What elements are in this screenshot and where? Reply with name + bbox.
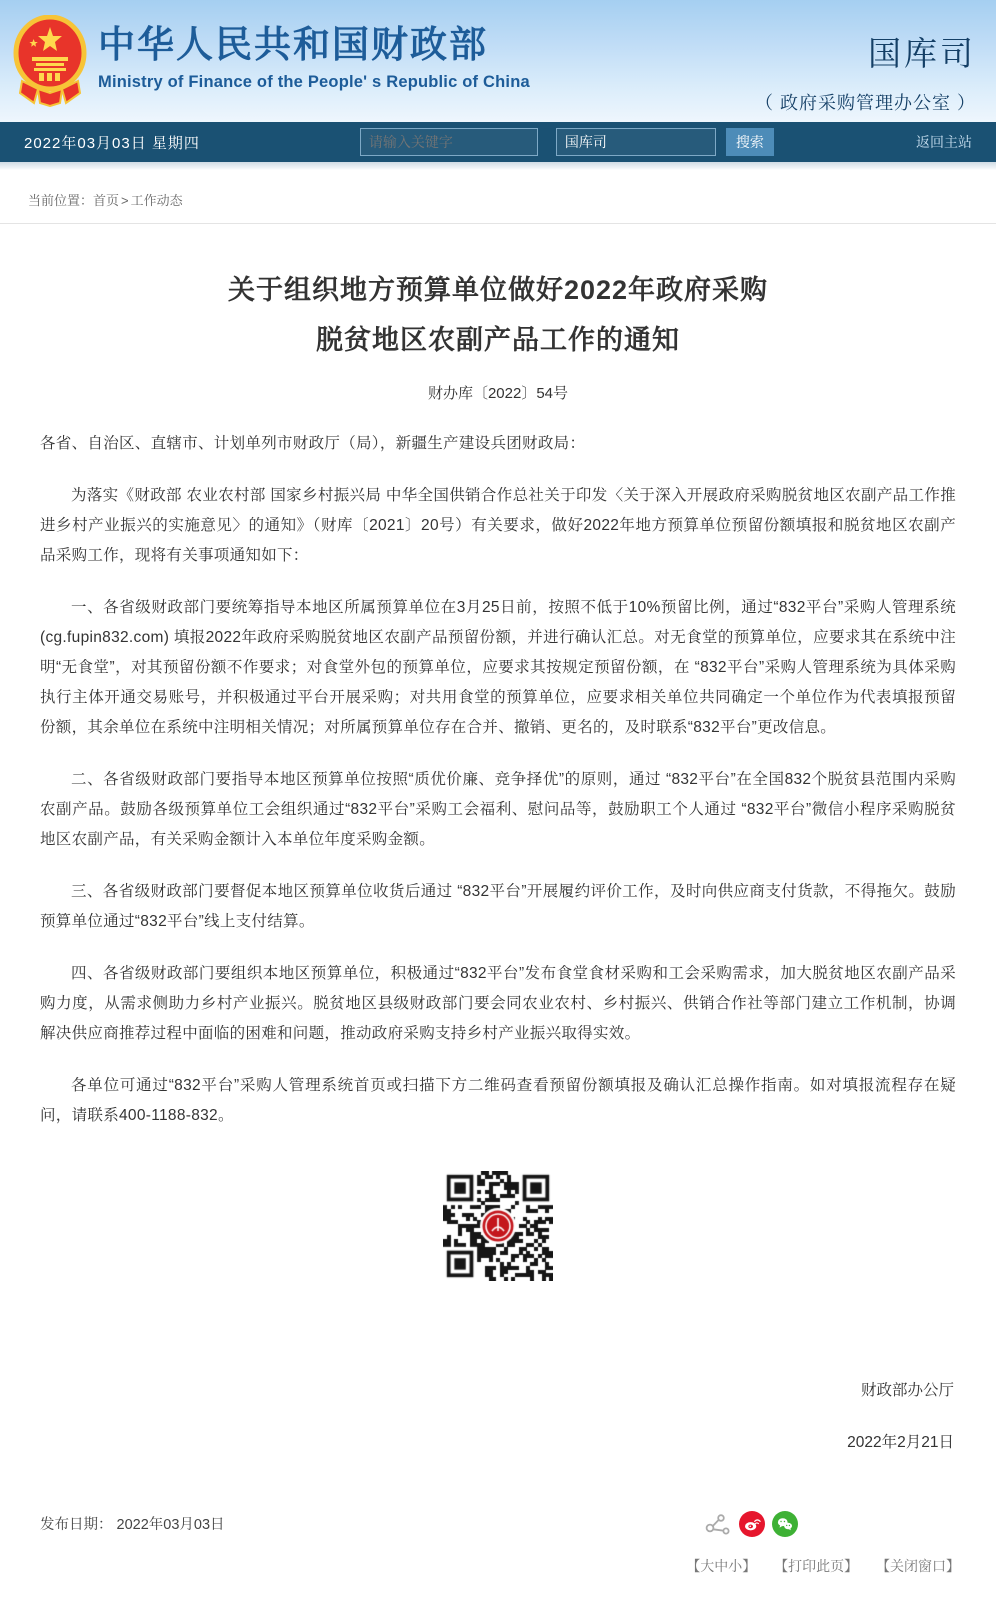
- current-date: 2022年03月03日 星期四: [24, 134, 200, 152]
- document-title-line1: 关于组织地方预算单位做好2022年政府采购: [227, 275, 769, 305]
- breadcrumb: [0, 170, 996, 224]
- site-title-en: Ministry of Finance of the People' s Republic of China: [98, 72, 530, 91]
- back-to-main-site-link[interactable]: 返回主站: [916, 134, 972, 150]
- salutation-paragraph: 各省、自治区、直辖市、计划单列市财政厅（局），新疆生产建设兵团财政局：: [40, 434, 586, 452]
- document-title-line2: 脱贫地区农副产品工作的通知: [316, 324, 680, 355]
- national-emblem-icon: [12, 15, 88, 107]
- navbar: [0, 122, 996, 162]
- item-3-paragraph: 三、各省级财政部门要督促本地区预算单位收货后通过 “832平台”开展履约评价工作，及时向供应商支付货款，不得拖欠。鼓励预算单位通过“832平台”线上支付结算。: [40, 882, 956, 930]
- breadcrumb-label: 当前位置：: [28, 193, 94, 208]
- search-input[interactable]: [360, 128, 538, 156]
- breadcrumb-separator: >: [121, 193, 129, 208]
- document-number: 财办库〔2022〕54号: [427, 384, 569, 402]
- item-2-paragraph: 二、各省级财政部门要指导本地区预算单位按照“质优价廉、竞争择优”的原则，通过 “832平台”在全国832个脱贫县范围内采购农副产品。鼓励各级预算单位工会组织通过“832平台”采购工会福利、慰问品等，鼓励职工个人通过 “832平台”微信小程序采购脱贫地区农副产品，有关采购金额计入本单位年度采购金额。: [40, 770, 956, 848]
- search-button[interactable]: 搜索: [726, 128, 774, 156]
- closing-paragraph: 各单位可通过“832平台”采购人管理系统首页或扫描下方二维码查看预留份额填报及确认汇总操作指南。如对填报流程存在疑问，请联系400-1188-832。: [40, 1076, 956, 1124]
- weibo-icon[interactable]: [739, 1511, 765, 1537]
- print-page-action[interactable]: 【打印此页】: [774, 1557, 859, 1574]
- document-area: [0, 266, 996, 1452]
- intro-paragraph: 为落实《财政部 农业农村部 国家乡村振兴局 中华全国供销合作总社关于印发〈关于深入开展政府采购脱贫地区农副产品工作推进乡村产业振兴的实施意见〉的通知》（财库〔2021〕20号）有关要求，做好2022年地方预算单位预留份额填报和脱贫地区农副产品采购工作，现将有关事项通知如下：: [40, 486, 956, 564]
- site-title: 中华人民共和国财政部: [98, 24, 488, 65]
- breadcrumb-home-link[interactable]: 首页: [93, 193, 120, 208]
- department-subtitle: （ 政府采购管理办公室 ）: [754, 93, 976, 113]
- document-body: [40, 429, 956, 1131]
- signoff: [40, 1378, 956, 1452]
- publish-date-label: 发布日期：: [40, 1517, 113, 1534]
- search-scope-input[interactable]: [556, 128, 716, 156]
- department-name: 国库司: [868, 35, 976, 72]
- item-1-paragraph: 一、各省级财政部门要统筹指导本地区所属预算单位在3月25日前，按照不低于10%预留比例，通过“832平台”采购人管理系统(cg.fupin832.com) 填报2022年政府采购脱贫地区农副产品预留份额，并进行确认汇总。对无食堂的预算单位，应要求其在系统中注明“无食堂”，对其预留份额不作要求；对食堂外包的预算单位，应要求其按规定预留份额，在 “832平台”采购人管理系统为具体采购执行主体开通交易账号，并积极通过平台开展采购；对共用食堂的预算单位，应要求相关单位共同确定一个单位作为代表填报预留份额，其余单位在系统中注明相关情况；对所属预算单位存在合并、撤销、更名的，及时联系“832平台”更改信息。: [40, 598, 956, 736]
- font-size-action[interactable]: 【大中小】: [686, 1557, 757, 1574]
- signing-date: 2022年2月21日: [847, 1433, 954, 1451]
- wechat-icon[interactable]: [772, 1511, 798, 1537]
- publish-date-row: [40, 1513, 225, 1534]
- site-header: [0, 0, 996, 122]
- share-icons: [704, 1510, 798, 1538]
- document-title: [40, 266, 956, 366]
- item-4-paragraph: 四、各省级财政部门要组织本地区预算单位，积极通过“832平台”发布食堂食材采购和工会采购需求，加大脱贫地区农副产品采购力度，从需求侧助力乡村产业振兴。脱贫地区县级财政部门要会同农业农村、乡村振兴、供销合作社等部门建立工作机制，协调解决供应商推荐过程中面临的困难和问题，推动政府采购支持乡村产业振兴取得实效。: [40, 964, 956, 1042]
- signing-office: 财政部办公厅: [860, 1381, 954, 1399]
- publish-date-value: 2022年03月03日: [116, 1517, 225, 1534]
- share-icon[interactable]: [704, 1510, 732, 1538]
- footer-meta: [0, 1510, 996, 1538]
- footer-actions: [0, 1556, 996, 1606]
- qr-code: [443, 1171, 553, 1281]
- breadcrumb-current-link[interactable]: 工作动态: [130, 193, 183, 208]
- close-window-action[interactable]: 【关闭窗口】: [876, 1557, 960, 1574]
- navbar-shadow: [0, 162, 996, 170]
